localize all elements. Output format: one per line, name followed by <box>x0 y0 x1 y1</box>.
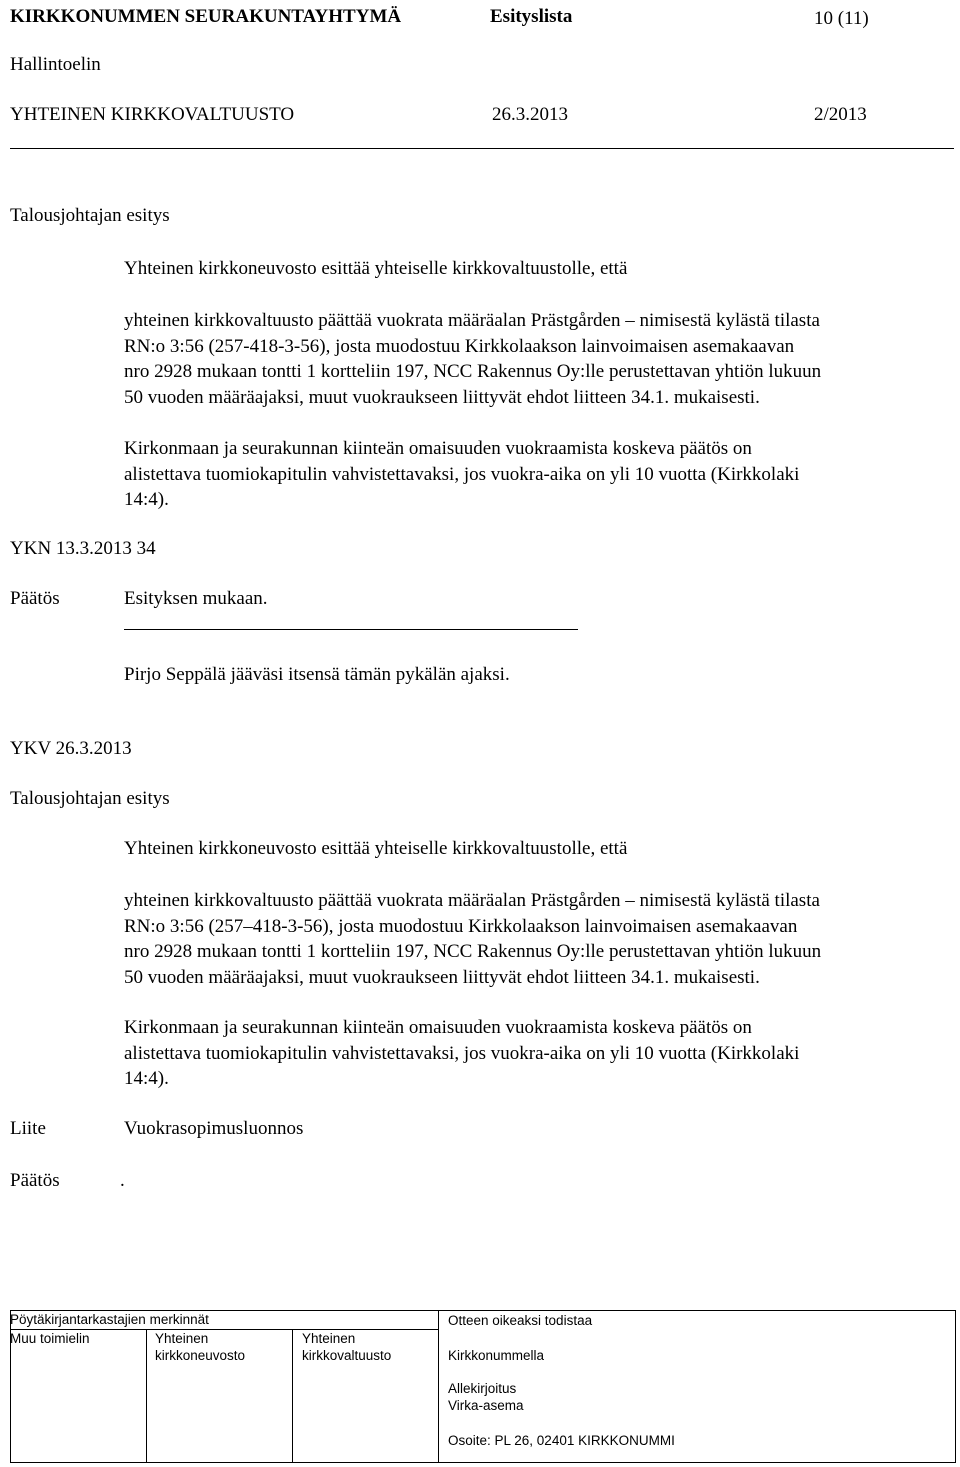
meeting-number: 2/2013 <box>814 104 867 125</box>
ykn-ref: YKN 13.3.2013 34 <box>10 538 156 559</box>
page-number: 10 (11) <box>814 8 869 29</box>
footer-address: Osoite: PL 26, 02401 KIRKKONUMMI <box>448 1433 675 1448</box>
doc-type: Esityslista <box>490 6 573 27</box>
attachment-label: Liite <box>10 1118 46 1139</box>
ykn-decision: Esityksen mukaan. <box>124 588 268 609</box>
ykv-ref: YKV 26.3.2013 <box>10 738 132 759</box>
text-line: Kirkonmaan ja seurakunnan kiinteän omaisuuden vuokraamista koskeva päätös on <box>124 438 752 459</box>
section2-para1 <box>124 888 944 990</box>
footer-rule-right <box>955 1310 956 1462</box>
section1-label: Talousjohtajan esitys <box>10 205 170 226</box>
text-line: 14:4). <box>124 489 169 510</box>
dept-name: Hallintoelin <box>10 54 101 75</box>
footer-certify: Otteen oikeaksi todistaa <box>448 1313 593 1328</box>
footer-position: Virka-asema <box>448 1398 524 1413</box>
footer-signature: Allekirjoitus <box>448 1381 517 1396</box>
footer-col2-line1: Yhteinen <box>155 1331 209 1346</box>
decision-rule <box>124 629 578 630</box>
text-line: yhteinen kirkkovaltuusto päättää vuokrata määräalan Prästgården – nimisestä kylästä tilasta <box>124 890 820 911</box>
header-rule <box>10 148 954 149</box>
footer-title: Pöytäkirjantarkastajien merkinnät <box>10 1312 209 1327</box>
attachment-name: Vuokrasopimusluonnos <box>124 1118 304 1139</box>
ykn-note: Pirjo Seppälä jääväsi itsensä tämän pykälän ajaksi. <box>124 664 510 685</box>
meeting-date: 26.3.2013 <box>492 104 568 125</box>
section2-decision-label: Päätös <box>10 1170 60 1191</box>
footer-rule-col2 <box>292 1329 293 1462</box>
text-line: Kirkonmaan ja seurakunnan kiinteän omaisuuden vuokraamista koskeva päätös on <box>124 1017 752 1038</box>
org-name: KIRKKONUMMEN SEURAKUNTAYHTYMÄ <box>10 6 402 27</box>
text-line: yhteinen kirkkovaltuusto päättää vuokrata määräalan Prästgården – nimisestä kylästä tilasta <box>124 310 820 331</box>
text-line: alistettava tuomiokapitulin vahvistettavaksi, jos vuokra-aika on yli 10 vuotta (Kirkkolaki <box>124 463 800 485</box>
footer-col3-line2: kirkkovaltuusto <box>302 1348 392 1363</box>
footer-rule-col1 <box>146 1329 147 1462</box>
text-line: RN:o 3:56 (257-418-3-56), josta muodostuu Kirkkolaakson lainvoimaisen asemakaavan <box>124 335 795 357</box>
text-line: 14:4). <box>124 1068 169 1089</box>
section1-intro: Yhteinen kirkkoneuvosto esittää yhteiselle kirkkovaltuustolle, että <box>124 258 628 279</box>
text-line: nro 2928 mukaan tontti 1 kortteliin 197, NCC Rakennus Oy:lle perustettavan yhtiön lukuun <box>124 941 822 962</box>
section2-intro: Yhteinen kirkkoneuvosto esittää yhteiselle kirkkovaltuustolle, että <box>124 838 628 859</box>
footer-col3-line1: Yhteinen <box>302 1331 356 1346</box>
section2-para2 <box>124 1015 944 1092</box>
footer-col2-line2: kirkkoneuvosto <box>155 1348 246 1363</box>
section1-para1 <box>124 308 944 410</box>
section1-para2 <box>124 436 944 513</box>
footer-rule-col3 <box>438 1310 439 1462</box>
text-line: nro 2928 mukaan tontti 1 kortteliin 197, NCC Rakennus Oy:lle perustettavan yhtiön lukuun <box>124 361 822 382</box>
section2-decision: . <box>120 1170 125 1191</box>
footer-rule-top <box>10 1310 956 1311</box>
section2-label: Talousjohtajan esitys <box>10 788 170 809</box>
text-line: 50 vuoden määräajaksi, muut vuokraukseen liittyvät ehdot liitteen 34.1. mukaisesti. <box>124 966 760 988</box>
footer-place: Kirkkonummella <box>448 1348 545 1363</box>
text-line: RN:o 3:56 (257–418-3-56), josta muodostuu Kirkkolaakson lainvoimaisen asemakaavan <box>124 915 798 937</box>
ykn-decision-label: Päätös <box>10 588 60 609</box>
footer-rule-bottom <box>10 1462 956 1463</box>
footer-rule-mid <box>10 1329 438 1330</box>
text-line: alistettava tuomiokapitulin vahvistettavaksi, jos vuokra-aika on yli 10 vuotta (Kirkkolaki <box>124 1042 800 1064</box>
body-name: YHTEINEN KIRKKOVALTUUSTO <box>10 104 295 125</box>
text-line: 50 vuoden määräajaksi, muut vuokraukseen liittyvät ehdot liitteen 34.1. mukaisesti. <box>124 386 760 408</box>
footer-col1: Muu toimielin <box>10 1331 90 1346</box>
